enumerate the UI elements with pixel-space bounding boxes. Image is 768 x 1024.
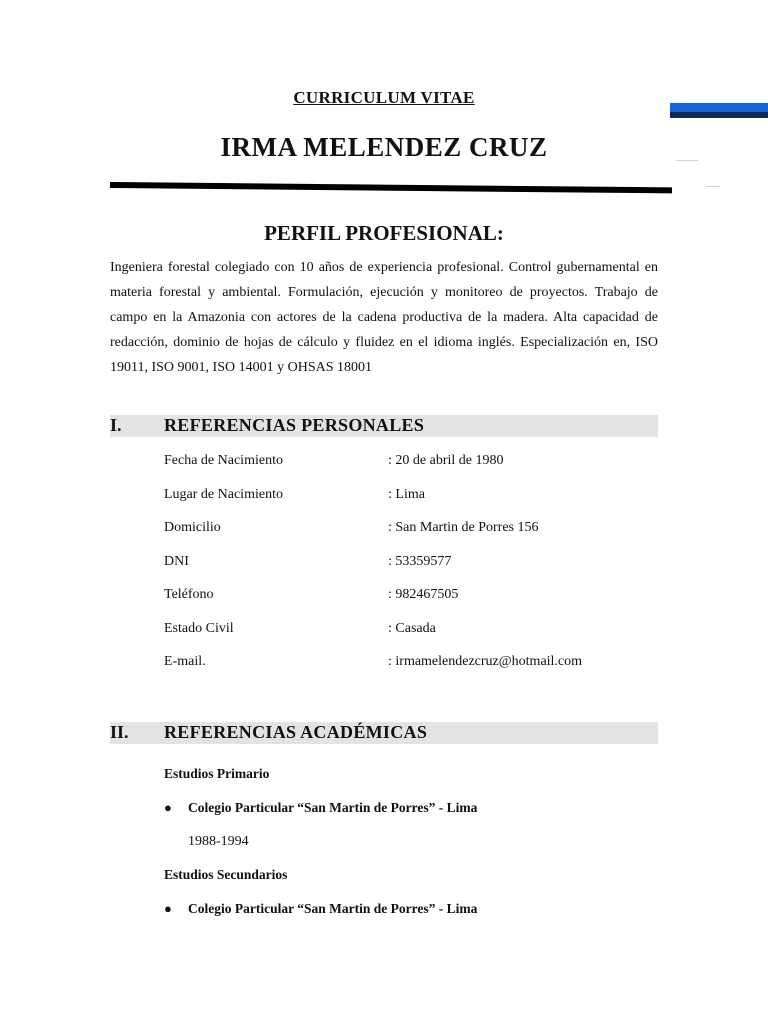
section-title-personales: REFERENCIAS PERSONALES [164, 415, 425, 435]
ref-value: : 20 de abril de 1980 [388, 453, 504, 468]
list-item-secundaria [164, 901, 658, 921]
bullet-icon: ● [164, 901, 172, 916]
ref-label: Estado Civil [164, 621, 234, 636]
ref-row-fecha [164, 453, 658, 473]
ref-label: Domicilio [164, 520, 221, 535]
ref-row-domicilio [164, 520, 658, 540]
section-number: I. [110, 415, 122, 435]
ref-row-email [164, 654, 658, 674]
ref-label: Teléfono [164, 587, 214, 602]
bullet-icon: ● [164, 800, 172, 815]
ref-row-dni [164, 554, 658, 574]
ref-row-telefono [164, 587, 658, 607]
school-name: Colegio Particular “San Martin de Porres” - Lima [188, 901, 478, 916]
ref-value: : 982467505 [388, 587, 459, 602]
ref-row-lugar [164, 487, 658, 507]
document-title: CURRICULUM VITAE [293, 88, 475, 107]
ref-value: : San Martin de Porres 156 [388, 520, 539, 535]
perfil-heading: PERFIL PROFESIONAL: [264, 221, 504, 245]
candidate-name: IRMA MELENDEZ CRUZ [220, 132, 548, 162]
ref-value: : Lima [388, 487, 425, 502]
scan-speck [706, 186, 720, 187]
ref-value: : Casada [388, 621, 436, 636]
section-number: II. [110, 722, 129, 742]
ref-label: Lugar de Nacimiento [164, 487, 283, 502]
email-link[interactable]: : irmamelendezcruz@hotmail.com [388, 654, 583, 669]
ref-label: DNI [164, 554, 189, 569]
list-item-primaria [164, 800, 658, 820]
perfil-paragraph: Ingeniera forestal colegiado con 10 años de experiencia profesional. Control gubernamental en materia forestal y ambiental. Formulación, ejecución y monitoreo de proyectos. Trabajo de campo en la Amazonia con actores de la cadena productiva de la madera. Alta capacidad de redacción, dominio de hojas de cálculo y fluidez en el idioma inglés. Especialización en, ISO 19011, ISO 9001, ISO 14001 y OHSAS 18001 [110, 260, 658, 375]
subheading-primaria: Estudios Primario [164, 766, 270, 781]
header-divider [110, 182, 672, 193]
years-primaria: 1988-1994 [188, 834, 249, 849]
ref-row-estado-civil [164, 621, 658, 641]
ref-label: Fecha de Nacimiento [164, 453, 283, 468]
school-name: Colegio Particular “San Martin de Porres” - Lima [188, 800, 478, 815]
corner-accent-bar-shadow [670, 112, 768, 118]
ref-label: E-mail. [164, 654, 206, 669]
subheading-secundaria: Estudios Secundarios [164, 867, 288, 882]
section-title-academicas: REFERENCIAS ACADÉMICAS [164, 722, 428, 742]
ref-value: : 53359577 [388, 554, 452, 569]
